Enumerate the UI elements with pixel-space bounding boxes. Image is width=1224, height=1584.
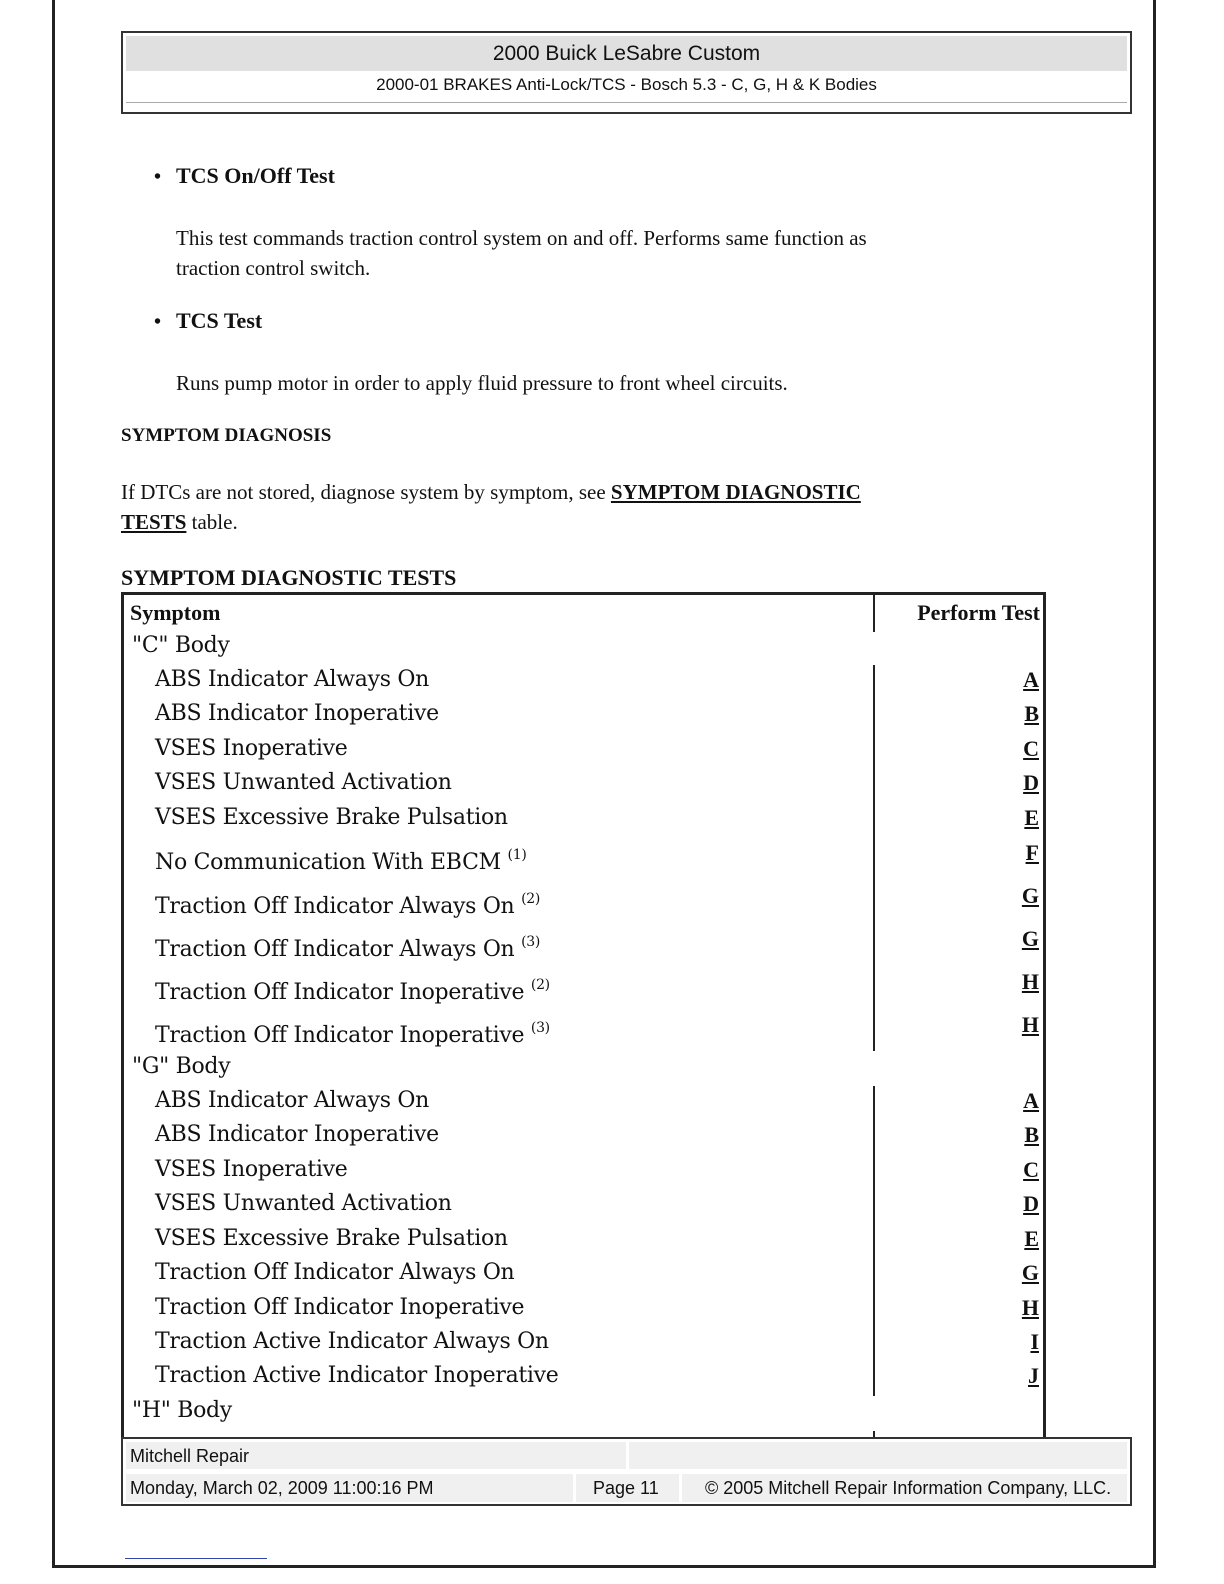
group-label-g-body: "G" Body	[132, 1054, 231, 1079]
symptom-text: VSES Excessive Brake Pulsation	[155, 805, 508, 830]
test-link[interactable]: H	[1021, 1012, 1039, 1037]
symptom-text: VSES Excessive Brake Pulsation	[155, 1226, 508, 1251]
test-link[interactable]: G	[1021, 926, 1039, 951]
table-title: SYMPTOM DIAGNOSTIC TESTS	[121, 565, 457, 590]
bullet-dot-icon: •	[154, 311, 162, 333]
test-link[interactable]: B	[1024, 1122, 1039, 1147]
bullet-tcs-onoff-heading	[154, 163, 335, 189]
test-link[interactable]: H	[1021, 969, 1039, 994]
group-label-h-body: "H" Body	[132, 1398, 232, 1423]
footer-date: Monday, March 02, 2009 11:00:16 PM	[130, 1478, 434, 1498]
document-subtitle: 2000-01 BRAKES Anti-Lock/TCS - Bosch 5.3 - C, G, H & K Bodies	[376, 75, 877, 94]
table-row	[155, 1226, 508, 1251]
table-row	[155, 667, 429, 692]
test-link[interactable]: E	[1024, 1226, 1039, 1251]
bullet-tcs-test-heading	[154, 308, 262, 334]
table-row	[155, 1260, 514, 1285]
paragraph-text: table.	[186, 510, 238, 534]
section-heading-symptom-diagnosis: SYMPTOM DIAGNOSIS	[121, 425, 332, 446]
test-link[interactable]: B	[1024, 701, 1039, 726]
symptom-text: Traction Off Indicator Inoperative	[155, 980, 531, 1005]
footer-row-bottom	[126, 1474, 1127, 1502]
footer-page-number: Page 11	[593, 1478, 659, 1498]
footer-copyright: © 2005 Mitchell Repair Information Company, LLC.	[705, 1478, 1112, 1498]
footer-cell-separator	[626, 1442, 629, 1469]
header-divider	[126, 102, 1127, 103]
footnote-ref: (3)	[521, 934, 541, 950]
bullet-tcs-onoff-body	[176, 223, 867, 283]
column-divider	[873, 665, 875, 1051]
test-link[interactable]: A	[1023, 1088, 1039, 1113]
symptom-text: Traction Off Indicator Inoperative	[155, 1023, 531, 1048]
symptom-text: VSES Inoperative	[155, 736, 348, 761]
table-row	[155, 1157, 347, 1182]
symptom-text: VSES Unwanted Activation	[155, 770, 452, 795]
table-row	[155, 934, 540, 962]
bullet-dot-icon: •	[154, 166, 162, 188]
footer-cell-separator	[573, 1474, 576, 1502]
table-row	[155, 1363, 559, 1388]
table-row	[155, 1329, 549, 1354]
symptom-text: Traction Off Indicator Always On	[155, 1260, 515, 1285]
test-link[interactable]: I	[1030, 1329, 1039, 1354]
footer-cell-separator	[679, 1474, 682, 1502]
document-title: 2000 Buick LeSabre Custom	[126, 36, 1127, 71]
document-header	[121, 31, 1132, 114]
table-row	[155, 1020, 550, 1048]
body-line: Runs pump motor in order to apply fluid pressure to front wheel circuits.	[176, 371, 788, 395]
symptom-text: Traction Active Indicator Always On	[155, 1329, 549, 1354]
symptom-text: No Communication With EBCM	[155, 850, 508, 875]
col-header-symptom: Symptom	[130, 600, 221, 625]
footnote-ref: (2)	[530, 977, 550, 993]
test-link[interactable]: C	[1023, 736, 1039, 761]
symptom-text: ABS Indicator Always On	[155, 667, 430, 692]
symptom-text: VSES Unwanted Activation	[155, 1191, 452, 1216]
table-row	[155, 1122, 439, 1147]
symptom-text: ABS Indicator Inoperative	[155, 701, 439, 726]
table-row	[155, 1088, 429, 1113]
symptom-table	[121, 592, 1046, 1438]
bullet-title: TCS Test	[176, 308, 263, 333]
bullet-tcs-test-body	[176, 368, 788, 398]
bullet-title: TCS On/Off Test	[176, 163, 335, 188]
table-row	[155, 891, 540, 919]
test-link[interactable]: D	[1023, 1191, 1039, 1216]
symptom-text: ABS Indicator Inoperative	[155, 1122, 439, 1147]
test-link[interactable]: E	[1024, 805, 1039, 830]
body-line: This test commands traction control system on and off. Performs same function as	[176, 226, 867, 250]
column-divider	[873, 595, 875, 632]
test-link[interactable]: H	[1021, 1295, 1039, 1320]
test-link[interactable]: F	[1025, 840, 1039, 865]
bottom-link-underline	[125, 1558, 267, 1559]
test-link[interactable]: G	[1021, 883, 1039, 908]
body-line: traction control switch.	[176, 256, 371, 280]
symptom-text: Traction Off Indicator Always On	[155, 937, 522, 962]
table-row	[155, 701, 439, 726]
paragraph-text: If DTCs are not stored, diagnose system by symptom, see	[121, 480, 611, 504]
footer-source: Mitchell Repair	[130, 1446, 250, 1466]
symptom-diagnosis-paragraph	[121, 477, 861, 537]
table-row	[155, 977, 550, 1005]
column-divider	[873, 1086, 875, 1396]
table-row	[155, 805, 508, 830]
footnote-ref: (2)	[521, 891, 541, 907]
table-row	[155, 1295, 524, 1320]
symptom-text: ABS Indicator Always On	[155, 1088, 430, 1113]
table-row	[155, 847, 526, 875]
symptom-text: Traction Off Indicator Always On	[155, 894, 522, 919]
symptom-text: Traction Active Indicator Inoperative	[155, 1363, 559, 1388]
test-link[interactable]: J	[1028, 1363, 1039, 1388]
symptom-text: VSES Inoperative	[155, 1157, 348, 1182]
footnote-ref: (3)	[530, 1020, 550, 1036]
footnote-ref: (1)	[507, 847, 527, 863]
col-header-perform-test: Perform Test	[917, 600, 1040, 625]
footer-row-top	[126, 1442, 1127, 1469]
document-footer	[121, 1437, 1132, 1506]
test-link[interactable]: A	[1023, 667, 1039, 692]
test-link[interactable]: D	[1023, 770, 1039, 795]
group-label-c-body: "C" Body	[132, 633, 230, 658]
symptom-diagnostic-tests-link-cont[interactable]: TESTS	[121, 510, 187, 534]
table-row	[155, 1191, 452, 1216]
test-link[interactable]: G	[1021, 1260, 1039, 1285]
symptom-diagnostic-tests-link[interactable]: SYMPTOM DIAGNOSTIC	[610, 480, 861, 504]
table-row	[155, 736, 347, 761]
table-row	[155, 770, 452, 795]
symptom-text: Traction Off Indicator Inoperative	[155, 1295, 525, 1320]
test-link[interactable]: C	[1023, 1157, 1039, 1182]
